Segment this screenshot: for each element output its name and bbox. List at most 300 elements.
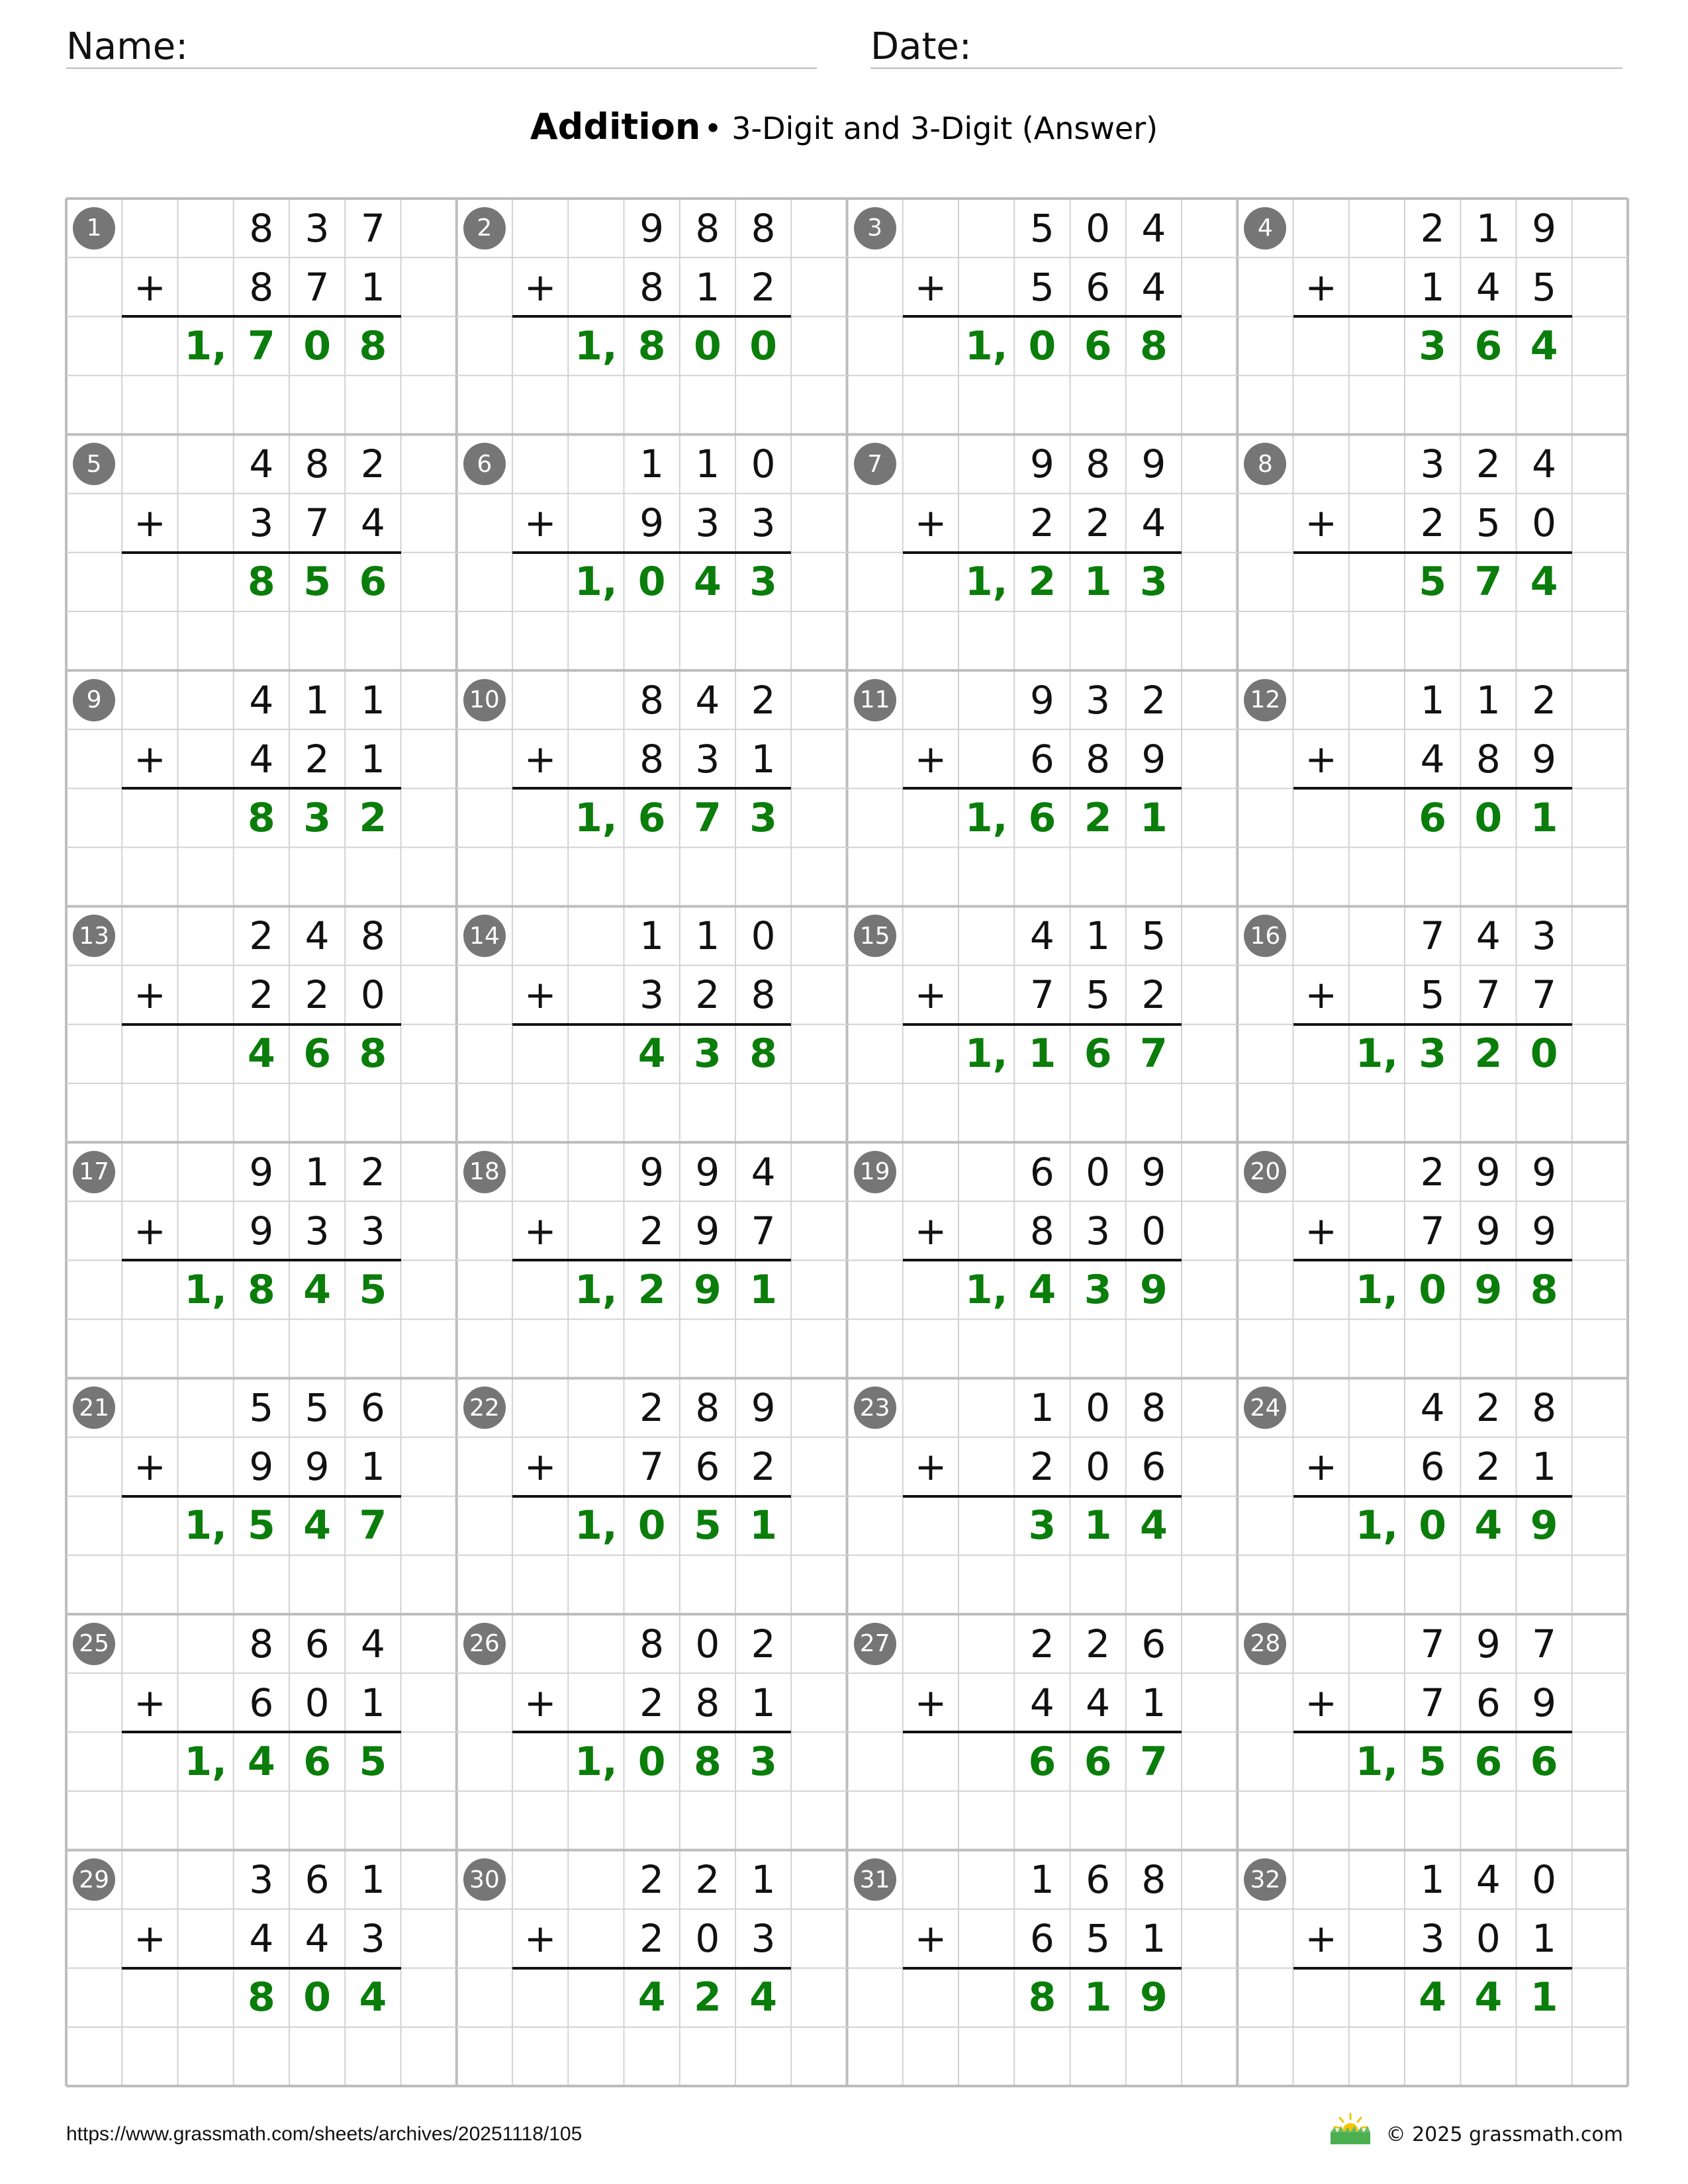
addend-bottom-digit: 5 (1476, 500, 1501, 546)
addend-top-digit: 8 (360, 913, 385, 959)
addend-top-digit: 2 (1420, 1149, 1445, 1195)
answer-digit: 7 (1140, 1030, 1168, 1077)
addend-top-digit: 5 (1141, 913, 1166, 959)
answer-digit: 1, (575, 794, 618, 841)
problem-number-badge: 14 (463, 915, 506, 957)
problem-number-badge: 1 (73, 207, 115, 250)
addend-bottom-digit: 2 (1141, 972, 1166, 1018)
addend-bottom-digit: 8 (639, 264, 665, 310)
problem-number-badge: 28 (1244, 1623, 1286, 1665)
answer-digit: 6 (637, 794, 666, 841)
answer-digit: 2 (694, 1974, 722, 2021)
addend-top-digit: 4 (695, 677, 720, 723)
addend-top-digit: 4 (249, 677, 274, 723)
answer-digit: 4 (1474, 1974, 1503, 2021)
addend-bottom-digit: 2 (1029, 500, 1055, 546)
addend-bottom-digit: 2 (1420, 500, 1445, 546)
answer-digit: 6 (303, 1030, 331, 1077)
answer-digit: 1 (749, 1266, 777, 1313)
addend-bottom-digit: 3 (249, 500, 274, 546)
addend-top-digit: 9 (751, 1385, 776, 1431)
problem-number-badge: 27 (854, 1623, 896, 1665)
addend-top-digit: 2 (751, 1621, 776, 1666)
addend-bottom-digit: 0 (1476, 1916, 1501, 1962)
addend-bottom-digit: 0 (1532, 500, 1557, 546)
answer-digit: 4 (694, 559, 722, 606)
answer-digit: 1 (1530, 1974, 1558, 2021)
answer-digit: 4 (637, 1030, 666, 1077)
plus-sign: + (914, 736, 947, 782)
grass-sun-logo-icon (1327, 2111, 1374, 2146)
problem-number-badge: 4 (1244, 207, 1286, 250)
addend-bottom-digit: 3 (695, 500, 720, 546)
addend-bottom-digit: 2 (751, 264, 776, 310)
addend-bottom-digit: 7 (639, 1444, 665, 1490)
answer-digit: 0 (749, 322, 777, 369)
answer-digit: 8 (248, 1974, 275, 2021)
addend-top-digit: 1 (360, 1857, 385, 1903)
answer-digit: 4 (303, 1266, 331, 1313)
answer-digit: 5 (1419, 1738, 1446, 1785)
addend-top-digit: 0 (1086, 205, 1111, 251)
answer-digit: 4 (1530, 559, 1558, 606)
addend-bottom-digit: 2 (1086, 500, 1111, 546)
answer-digit: 6 (1419, 794, 1446, 841)
addend-top-digit: 6 (305, 1621, 330, 1666)
addend-top-digit: 4 (1476, 1857, 1501, 1903)
answer-digit: 4 (1140, 1502, 1168, 1549)
addend-top-digit: 2 (1420, 205, 1445, 251)
addend-bottom-digit: 2 (305, 736, 330, 782)
answer-digit: 1, (575, 559, 618, 606)
problem-number-badge: 31 (854, 1858, 896, 1901)
addend-top-digit: 4 (1141, 205, 1166, 251)
problem-number-badge: 20 (1244, 1151, 1286, 1193)
addend-top-digit: 2 (1476, 1385, 1501, 1431)
addend-top-digit: 9 (1476, 1149, 1501, 1195)
addend-bottom-digit: 7 (1029, 972, 1055, 1018)
addend-bottom-digit: 2 (751, 1444, 776, 1490)
addend-bottom-digit: 7 (751, 1208, 776, 1253)
answer-digit: 5 (694, 1502, 722, 1549)
plus-sign: + (914, 1444, 947, 1490)
problem-number-badge: 32 (1244, 1858, 1286, 1901)
problem-number-badge: 3 (854, 207, 896, 250)
footer-url: https://www.grassmath.com/sheets/archives/20251118/105 (66, 2123, 583, 2145)
plus-sign: + (524, 1208, 557, 1253)
plus-sign: + (914, 1916, 947, 1962)
addend-top-digit: 0 (751, 441, 776, 487)
addend-bottom-digit: 9 (695, 1208, 720, 1253)
addend-bottom-digit: 2 (1476, 1444, 1501, 1490)
answer-digit: 3 (303, 794, 331, 841)
problem-number-badge: 16 (1244, 915, 1286, 957)
addend-top-digit: 7 (1420, 1621, 1445, 1666)
addend-top-digit: 1 (1029, 1385, 1055, 1431)
answer-digit: 8 (1028, 1974, 1056, 2021)
addend-bottom-digit: 3 (1420, 1916, 1445, 1962)
plus-sign: + (914, 1680, 947, 1725)
answer-digit: 8 (248, 559, 275, 606)
addend-bottom-digit: 0 (305, 1680, 330, 1725)
problem-number-badge: 18 (463, 1151, 506, 1193)
problem-number-badge: 25 (73, 1623, 115, 1665)
problem-number-badge: 9 (73, 679, 115, 721)
addend-top-digit: 1 (639, 913, 665, 959)
answer-digit: 1, (1355, 1266, 1399, 1313)
addend-bottom-digit: 9 (1141, 736, 1166, 782)
addend-bottom-digit: 7 (305, 264, 330, 310)
addend-top-digit: 8 (695, 205, 720, 251)
answer-digit: 6 (1084, 322, 1112, 369)
answer-digit: 1, (575, 1266, 618, 1313)
plus-sign: + (524, 1680, 557, 1725)
plus-sign: + (134, 1680, 166, 1725)
answer-digit: 4 (248, 1738, 275, 1785)
answer-digit: 1, (184, 1738, 227, 1785)
addend-top-digit: 8 (249, 1621, 274, 1666)
addend-top-digit: 7 (1532, 1621, 1557, 1666)
addend-bottom-digit: 2 (1029, 1444, 1055, 1490)
plus-sign: + (134, 500, 166, 546)
answer-digit: 0 (303, 322, 331, 369)
addend-top-digit: 8 (751, 205, 776, 251)
problem-number-badge: 21 (73, 1387, 115, 1429)
addend-top-digit: 7 (1420, 913, 1445, 959)
addend-top-digit: 5 (1029, 205, 1055, 251)
answer-digit: 4 (303, 1502, 331, 1549)
addend-top-digit: 6 (305, 1857, 330, 1903)
answer-digit: 6 (359, 559, 387, 606)
plus-sign: + (1305, 1680, 1337, 1725)
addend-top-digit: 2 (1532, 677, 1557, 723)
plus-sign: + (914, 500, 947, 546)
answer-digit: 7 (359, 1502, 387, 1549)
answer-digit: 1 (1028, 1030, 1056, 1077)
answer-digit: 3 (1419, 322, 1446, 369)
answer-digit: 8 (1140, 322, 1168, 369)
answer-digit: 3 (694, 1030, 722, 1077)
addend-top-digit: 1 (639, 441, 665, 487)
answer-digit: 4 (1028, 1266, 1056, 1313)
addend-top-digit: 8 (695, 1385, 720, 1431)
addend-bottom-digit: 8 (1086, 736, 1111, 782)
answer-digit: 1, (1355, 1502, 1399, 1549)
addend-bottom-digit: 7 (1420, 1680, 1445, 1725)
addend-bottom-digit: 1 (1420, 264, 1445, 310)
answer-digit: 9 (1140, 1974, 1168, 2021)
addend-bottom-digit: 3 (1086, 1208, 1111, 1253)
addend-top-digit: 1 (1420, 677, 1445, 723)
answer-digit: 8 (359, 1030, 387, 1077)
answer-digit: 9 (694, 1266, 722, 1313)
answer-digit: 3 (749, 559, 777, 606)
addend-top-digit: 9 (249, 1149, 274, 1195)
answer-digit: 0 (694, 322, 722, 369)
addend-bottom-digit: 3 (751, 1916, 776, 1962)
answer-digit: 6 (1084, 1738, 1112, 1785)
date-label: Date: (870, 25, 972, 68)
plus-sign: + (914, 264, 947, 310)
addend-bottom-digit: 2 (249, 972, 274, 1018)
answer-digit: 0 (1028, 322, 1056, 369)
addend-top-digit: 4 (751, 1149, 776, 1195)
addend-bottom-digit: 7 (1476, 972, 1501, 1018)
problem-number-badge: 19 (854, 1151, 896, 1193)
answer-digit: 0 (637, 1738, 666, 1785)
answer-digit: 9 (1140, 1266, 1168, 1313)
addend-bottom-digit: 0 (360, 972, 385, 1018)
addend-bottom-digit: 1 (751, 1680, 776, 1725)
addend-top-digit: 9 (1141, 1149, 1166, 1195)
addend-top-digit: 1 (305, 677, 330, 723)
addend-bottom-digit: 1 (1141, 1680, 1166, 1725)
addend-bottom-digit: 4 (249, 736, 274, 782)
addend-bottom-digit: 6 (1029, 736, 1055, 782)
answer-digit: 1, (964, 322, 1008, 369)
footer-copyright: © 2025 grassmath.com (1385, 2123, 1623, 2146)
plus-sign: + (1305, 1916, 1337, 1962)
answer-digit: 2 (1084, 794, 1112, 841)
addend-bottom-digit: 8 (249, 264, 274, 310)
addend-top-digit: 2 (751, 677, 776, 723)
answer-digit: 1 (1140, 794, 1168, 841)
addend-top-digit: 0 (1086, 1149, 1111, 1195)
addend-top-digit: 1 (751, 1857, 776, 1903)
addend-top-digit: 8 (1086, 441, 1111, 487)
addend-bottom-digit: 6 (1476, 1680, 1501, 1725)
answer-digit: 4 (1530, 322, 1558, 369)
addend-top-digit: 2 (639, 1385, 665, 1431)
addend-top-digit: 2 (360, 1149, 385, 1195)
addend-bottom-digit: 1 (1532, 1916, 1557, 1962)
answer-digit: 1, (1355, 1738, 1399, 1785)
addend-bottom-digit: 9 (1532, 736, 1557, 782)
problem-number-badge: 26 (463, 1623, 506, 1665)
addend-top-digit: 8 (1141, 1385, 1166, 1431)
addend-bottom-digit: 4 (1141, 500, 1166, 546)
addend-top-digit: 9 (1141, 441, 1166, 487)
addend-top-digit: 0 (1532, 1857, 1557, 1903)
addend-top-digit: 8 (1141, 1857, 1166, 1903)
answer-digit: 8 (248, 1266, 275, 1313)
addend-bottom-digit: 6 (249, 1680, 274, 1725)
plus-sign: + (524, 500, 557, 546)
problem-number-badge: 6 (463, 443, 506, 485)
problem-number-badge: 10 (463, 679, 506, 721)
answer-digit: 1 (1084, 1502, 1112, 1549)
answer-digit: 1 (1084, 1974, 1112, 2021)
addend-top-digit: 2 (1086, 1621, 1111, 1666)
addend-bottom-digit: 8 (639, 736, 665, 782)
addend-bottom-digit: 9 (1476, 1208, 1501, 1253)
answer-digit: 7 (1474, 559, 1503, 606)
answer-digit: 1, (964, 559, 1008, 606)
addend-top-digit: 4 (1476, 913, 1501, 959)
addend-bottom-digit: 9 (1532, 1208, 1557, 1253)
name-label: Name: (66, 25, 189, 68)
addend-bottom-digit: 5 (1086, 972, 1111, 1018)
answer-digit: 5 (303, 559, 331, 606)
answer-digit: 2 (1028, 559, 1056, 606)
answer-digit: 1, (575, 1738, 618, 1785)
addend-bottom-digit: 4 (305, 1916, 330, 1962)
answer-digit: 8 (359, 322, 387, 369)
answer-digit: 1, (184, 322, 227, 369)
problem-number-badge: 12 (1244, 679, 1286, 721)
addend-bottom-digit: 9 (249, 1208, 274, 1253)
addend-bottom-digit: 1 (751, 736, 776, 782)
addend-bottom-digit: 1 (360, 736, 385, 782)
addend-bottom-digit: 1 (695, 264, 720, 310)
answer-digit: 3 (1028, 1502, 1056, 1549)
answer-digit: 2 (637, 1266, 666, 1313)
answer-digit: 1, (964, 1266, 1008, 1313)
answer-digit: 5 (248, 1502, 275, 1549)
addend-bottom-digit: 0 (695, 1916, 720, 1962)
addend-bottom-digit: 1 (360, 1680, 385, 1725)
answer-digit: 3 (749, 794, 777, 841)
addend-top-digit: 1 (305, 1149, 330, 1195)
addend-bottom-digit: 6 (1420, 1444, 1445, 1490)
addend-bottom-digit: 9 (639, 500, 665, 546)
plus-sign: + (1305, 972, 1337, 1018)
problem-number-badge: 11 (854, 679, 896, 721)
answer-digit: 4 (1474, 1502, 1503, 1549)
answer-digit: 8 (694, 1738, 722, 1785)
plus-sign: + (914, 972, 947, 1018)
addend-top-digit: 9 (1029, 441, 1055, 487)
problem-number-badge: 22 (463, 1387, 506, 1429)
plus-sign: + (134, 972, 166, 1018)
addend-top-digit: 9 (1476, 1621, 1501, 1666)
addend-bottom-digit: 6 (695, 1444, 720, 1490)
addend-top-digit: 5 (249, 1385, 274, 1431)
addend-bottom-digit: 7 (1420, 1208, 1445, 1253)
addend-top-digit: 4 (1420, 1385, 1445, 1431)
answer-digit: 1 (1084, 559, 1112, 606)
addend-bottom-digit: 8 (1476, 736, 1501, 782)
addend-top-digit: 3 (1086, 677, 1111, 723)
answer-digit: 4 (1419, 1974, 1446, 2021)
problem-number-badge: 5 (73, 443, 115, 485)
plus-sign: + (134, 1208, 166, 1253)
addend-bottom-digit: 1 (360, 1444, 385, 1490)
addend-bottom-digit: 1 (1141, 1916, 1166, 1962)
answer-digit: 0 (1530, 1030, 1558, 1077)
addend-top-digit: 3 (249, 1857, 274, 1903)
addend-bottom-digit: 2 (639, 1916, 665, 1962)
answer-digit: 0 (637, 1502, 666, 1549)
addend-bottom-digit: 5 (1086, 1916, 1111, 1962)
title-main: Addition (530, 106, 701, 148)
answer-digit: 0 (1419, 1266, 1446, 1313)
answer-digit: 0 (303, 1974, 331, 2021)
answer-digit: 1 (749, 1502, 777, 1549)
plus-sign: + (1305, 264, 1337, 310)
plus-sign: + (524, 264, 557, 310)
plus-sign: + (524, 736, 557, 782)
problem-number-badge: 13 (73, 915, 115, 957)
addend-bottom-digit: 5 (1029, 264, 1055, 310)
addend-bottom-digit: 3 (360, 1916, 385, 1962)
addend-bottom-digit: 1 (1532, 1444, 1557, 1490)
answer-digit: 6 (1474, 322, 1503, 369)
answer-digit: 7 (248, 322, 275, 369)
addend-top-digit: 1 (695, 441, 720, 487)
addend-bottom-digit: 4 (1029, 1680, 1055, 1725)
answer-digit: 6 (1530, 1738, 1558, 1785)
problem-number-badge: 8 (1244, 443, 1286, 485)
plus-sign: + (1305, 1444, 1337, 1490)
addend-bottom-digit: 9 (1532, 1680, 1557, 1725)
problem-number-badge: 24 (1244, 1387, 1286, 1429)
addend-top-digit: 4 (1532, 441, 1557, 487)
answer-digit: 8 (248, 794, 275, 841)
plus-sign: + (524, 972, 557, 1018)
addend-top-digit: 8 (639, 677, 665, 723)
answer-digit: 1, (575, 322, 618, 369)
problem-number-badge: 7 (854, 443, 896, 485)
addend-top-digit: 3 (1532, 913, 1557, 959)
addend-top-digit: 9 (695, 1149, 720, 1195)
addend-top-digit: 1 (1420, 1857, 1445, 1903)
answer-digit: 7 (694, 794, 722, 841)
plus-sign: + (1305, 1208, 1337, 1253)
plus-sign: + (134, 1444, 166, 1490)
answer-digit: 4 (749, 1974, 777, 2021)
addend-top-digit: 4 (1029, 913, 1055, 959)
answer-digit: 6 (1028, 1738, 1056, 1785)
addend-top-digit: 2 (360, 441, 385, 487)
answer-digit: 9 (1530, 1502, 1558, 1549)
answer-digit: 5 (359, 1266, 387, 1313)
addend-top-digit: 8 (1532, 1385, 1557, 1431)
answer-digit: 4 (637, 1974, 666, 2021)
addend-bottom-digit: 3 (305, 1208, 330, 1253)
answer-digit: 7 (1140, 1738, 1168, 1785)
answer-digit: 5 (359, 1738, 387, 1785)
addend-top-digit: 8 (639, 1621, 665, 1666)
plus-sign: + (134, 1916, 166, 1962)
addend-top-digit: 6 (1141, 1621, 1166, 1666)
addend-bottom-digit: 3 (360, 1208, 385, 1253)
answer-digit: 8 (1530, 1266, 1558, 1313)
addend-bottom-digit: 2 (305, 972, 330, 1018)
addend-bottom-digit: 8 (695, 1680, 720, 1725)
addend-bottom-digit: 3 (751, 500, 776, 546)
answer-digit: 4 (248, 1030, 275, 1077)
addend-bottom-digit: 5 (1532, 264, 1557, 310)
plus-sign: + (134, 264, 166, 310)
addend-bottom-digit: 0 (1141, 1208, 1166, 1253)
answer-digit: 0 (1419, 1502, 1446, 1549)
answer-digit: 1, (184, 1266, 227, 1313)
addend-top-digit: 8 (305, 441, 330, 487)
addend-bottom-digit: 4 (1141, 264, 1166, 310)
addend-bottom-digit: 4 (1086, 1680, 1111, 1725)
addend-bottom-digit: 8 (1029, 1208, 1055, 1253)
addend-top-digit: 2 (249, 913, 274, 959)
answer-digit: 1, (1355, 1030, 1399, 1077)
addend-top-digit: 0 (751, 913, 776, 959)
addend-bottom-digit: 3 (695, 736, 720, 782)
addend-bottom-digit: 5 (1420, 972, 1445, 1018)
answer-digit: 5 (1419, 559, 1446, 606)
addend-top-digit: 1 (1476, 677, 1501, 723)
answer-digit: 8 (749, 1030, 777, 1077)
addend-bottom-digit: 1 (360, 264, 385, 310)
